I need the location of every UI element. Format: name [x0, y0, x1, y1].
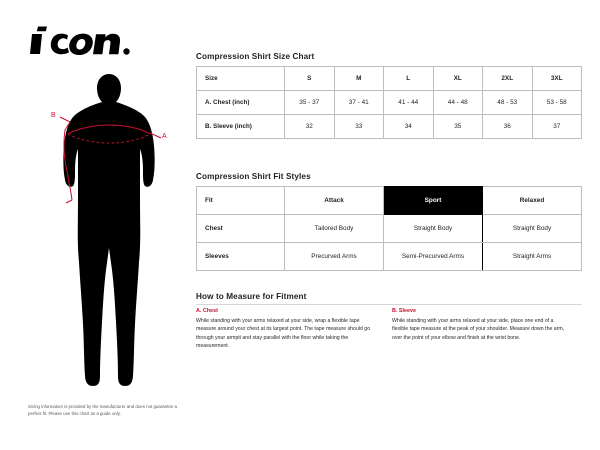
size-chart-cell-1-4: 36	[483, 115, 533, 139]
size-chart-cell-0-0: 35 - 37	[285, 91, 335, 115]
how-to-measure-blocks	[196, 308, 582, 351]
icon-logo	[26, 26, 146, 60]
fit-styles-table	[196, 186, 582, 271]
fit-col-3: Relaxed	[483, 187, 582, 215]
fit-cell-0-0: Tailored Body	[285, 215, 384, 243]
table-row	[197, 115, 582, 139]
size-chart-col-5: 2XL	[483, 67, 533, 91]
size-chart-col-1: S	[285, 67, 335, 91]
size-chart-col-3: L	[384, 67, 434, 91]
how-to-measure-title: How to Measure for Fitment	[196, 292, 307, 301]
measure-block-sleeve	[392, 308, 568, 351]
size-chart-cell-1-2: 34	[384, 115, 434, 139]
fit-cell-0-1: Straight Body	[384, 215, 483, 243]
size-chart-cell-1-1: 33	[334, 115, 384, 139]
fit-col-2-highlight: Sport	[384, 187, 483, 215]
left-column	[0, 0, 186, 450]
section-divider	[196, 304, 582, 305]
size-chart-title: Compression Shirt Size Chart	[196, 52, 315, 61]
table-row	[197, 91, 582, 115]
table-row	[197, 243, 582, 271]
fit-cell-1-1: Semi-Precurved Arms	[384, 243, 483, 271]
size-chart-cell-0-5: 53 - 58	[532, 91, 582, 115]
fit-cell-1-0: Precurved Arms	[285, 243, 384, 271]
fit-cell-1-2: Straight Arms	[483, 243, 582, 271]
size-chart-row-0-label: A. Chest (inch)	[197, 91, 285, 115]
size-chart-table	[196, 66, 582, 139]
table-header-row	[197, 187, 582, 215]
measure-block-chest	[196, 308, 372, 351]
figure-label-b: B	[51, 112, 56, 119]
size-chart-row-1-label: B. Sleeve (inch)	[197, 115, 285, 139]
measurement-figure	[44, 72, 174, 392]
size-chart-cell-0-3: 44 - 48	[433, 91, 483, 115]
fit-cell-0-2: Straight Body	[483, 215, 582, 243]
size-chart-col-6: 3XL	[532, 67, 582, 91]
fit-col-0: Fit	[197, 187, 285, 215]
size-chart-cell-1-0: 32	[285, 115, 335, 139]
size-chart-cell-0-2: 41 - 44	[384, 91, 434, 115]
measure-chest-body: While standing with your arms relaxed at your side, wrap a flexible tape measure around your chest at its largest point. The tape measure should go through your armpit and stay parallel with the floor while taking the measurement.	[196, 318, 371, 350]
fit-row-1-label: Sleeves	[197, 243, 285, 271]
fit-col-1: Attack	[285, 187, 384, 215]
measure-sleeve-body: While standing with your arms relaxed at your side, place one end of a flexible tape measure at the peak of your shoulder. Measure down the arm, over the point of your elbow and finish at the wrist bone.	[392, 318, 565, 341]
disclaimer-text: Sizing information is provided by the manufacturer and does not guarantee a perfect fit. Please use this chart as a guide only.	[28, 404, 177, 416]
size-chart-cell-1-3: 35	[433, 115, 483, 139]
table-header-row	[197, 67, 582, 91]
measure-sleeve-heading: B. Sleeve	[392, 308, 416, 314]
figure-label-a: A	[162, 133, 167, 140]
size-chart-col-0: Size	[197, 67, 285, 91]
table-row	[197, 215, 582, 243]
size-chart-col-2: M	[334, 67, 384, 91]
size-chart-cell-1-5: 37	[532, 115, 582, 139]
size-chart-cell-0-4: 48 - 53	[483, 91, 533, 115]
fit-row-0-label: Chest	[197, 215, 285, 243]
right-column	[194, 0, 584, 450]
size-chart-cell-0-1: 37 - 41	[334, 91, 384, 115]
size-chart-col-4: XL	[433, 67, 483, 91]
measure-chest-heading: A. Chest	[196, 308, 218, 314]
fit-styles-title: Compression Shirt Fit Styles	[196, 172, 311, 181]
